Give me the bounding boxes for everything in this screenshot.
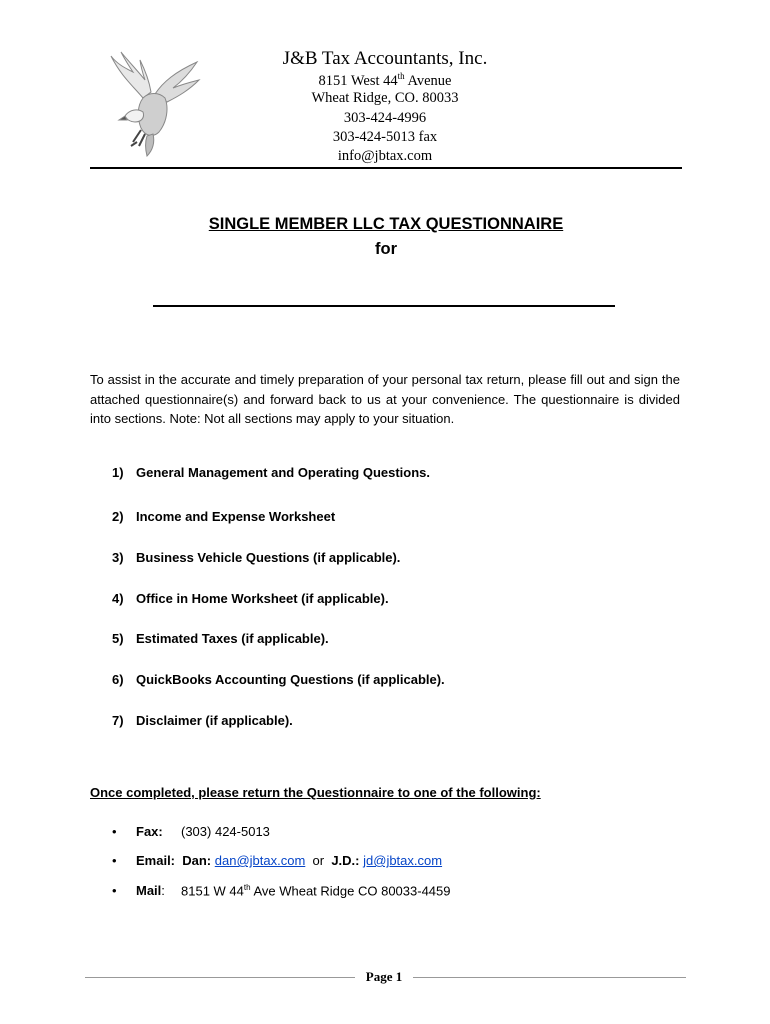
contact-mail: • Mail: 8151 W 44th Ave Wheat Ridge CO 80033-4459 <box>112 883 451 899</box>
footer-rule-right <box>413 977 686 978</box>
section-item: 2) Income and Expense Worksheet <box>112 509 336 524</box>
company-city: Wheat Ridge, CO. 80033 <box>311 90 459 106</box>
company-name: J&B Tax Accountants, Inc. <box>282 48 488 69</box>
company-email: info@jbtax.com <box>337 148 433 164</box>
contact-fax: • Fax: (303) 424-5013 <box>112 824 270 839</box>
company-address: 8151 West 44th Avenue <box>318 71 452 89</box>
footer-rule-left <box>85 977 355 978</box>
section-item: 3) Business Vehicle Questions (if applicable). <box>112 550 401 565</box>
section-item: 6) QuickBooks Accounting Questions (if applicable). <box>112 672 445 687</box>
bullet-icon: • <box>112 824 117 839</box>
header-divider <box>90 167 682 169</box>
company-fax: 303-424-5013 fax <box>332 129 438 145</box>
contact-email: • Email: Dan: dan@jbtax.com or J.D.: jd@jbtax.com <box>112 853 443 868</box>
eagle-logo-icon <box>103 46 203 158</box>
company-phone: 303-424-4996 <box>343 110 427 126</box>
document-title: SINGLE MEMBER LLC TAX QUESTIONNAIRE <box>208 215 564 233</box>
section-item: 4) Office in Home Worksheet (if applicable). <box>112 591 389 606</box>
section-item: 5) Estimated Taxes (if applicable). <box>112 631 329 646</box>
bullet-icon: • <box>112 853 117 868</box>
section-item: 7) Disclaimer (if applicable). <box>112 713 293 728</box>
page-number: Page 1 <box>365 969 403 984</box>
section-item: 1) General Management and Operating Questions. <box>112 465 431 480</box>
bullet-icon: • <box>112 883 117 899</box>
title-for: for <box>375 240 397 258</box>
jd-email-link[interactable]: jd@jbtax.com <box>363 853 443 868</box>
client-name-line[interactable] <box>153 305 615 307</box>
intro-paragraph: To assist in the accurate and timely preparation of your personal tax return, please fill out and sign the attached questionnaire(s) and forward back to us at your convenience. The questionnaire is divided into sections. Note: Not all sections may apply to your situation. <box>90 372 680 426</box>
dan-email-link[interactable]: dan@jbtax.com <box>214 853 306 868</box>
return-heading: Once completed, please return the Questionnaire to one of the following: <box>90 785 541 800</box>
